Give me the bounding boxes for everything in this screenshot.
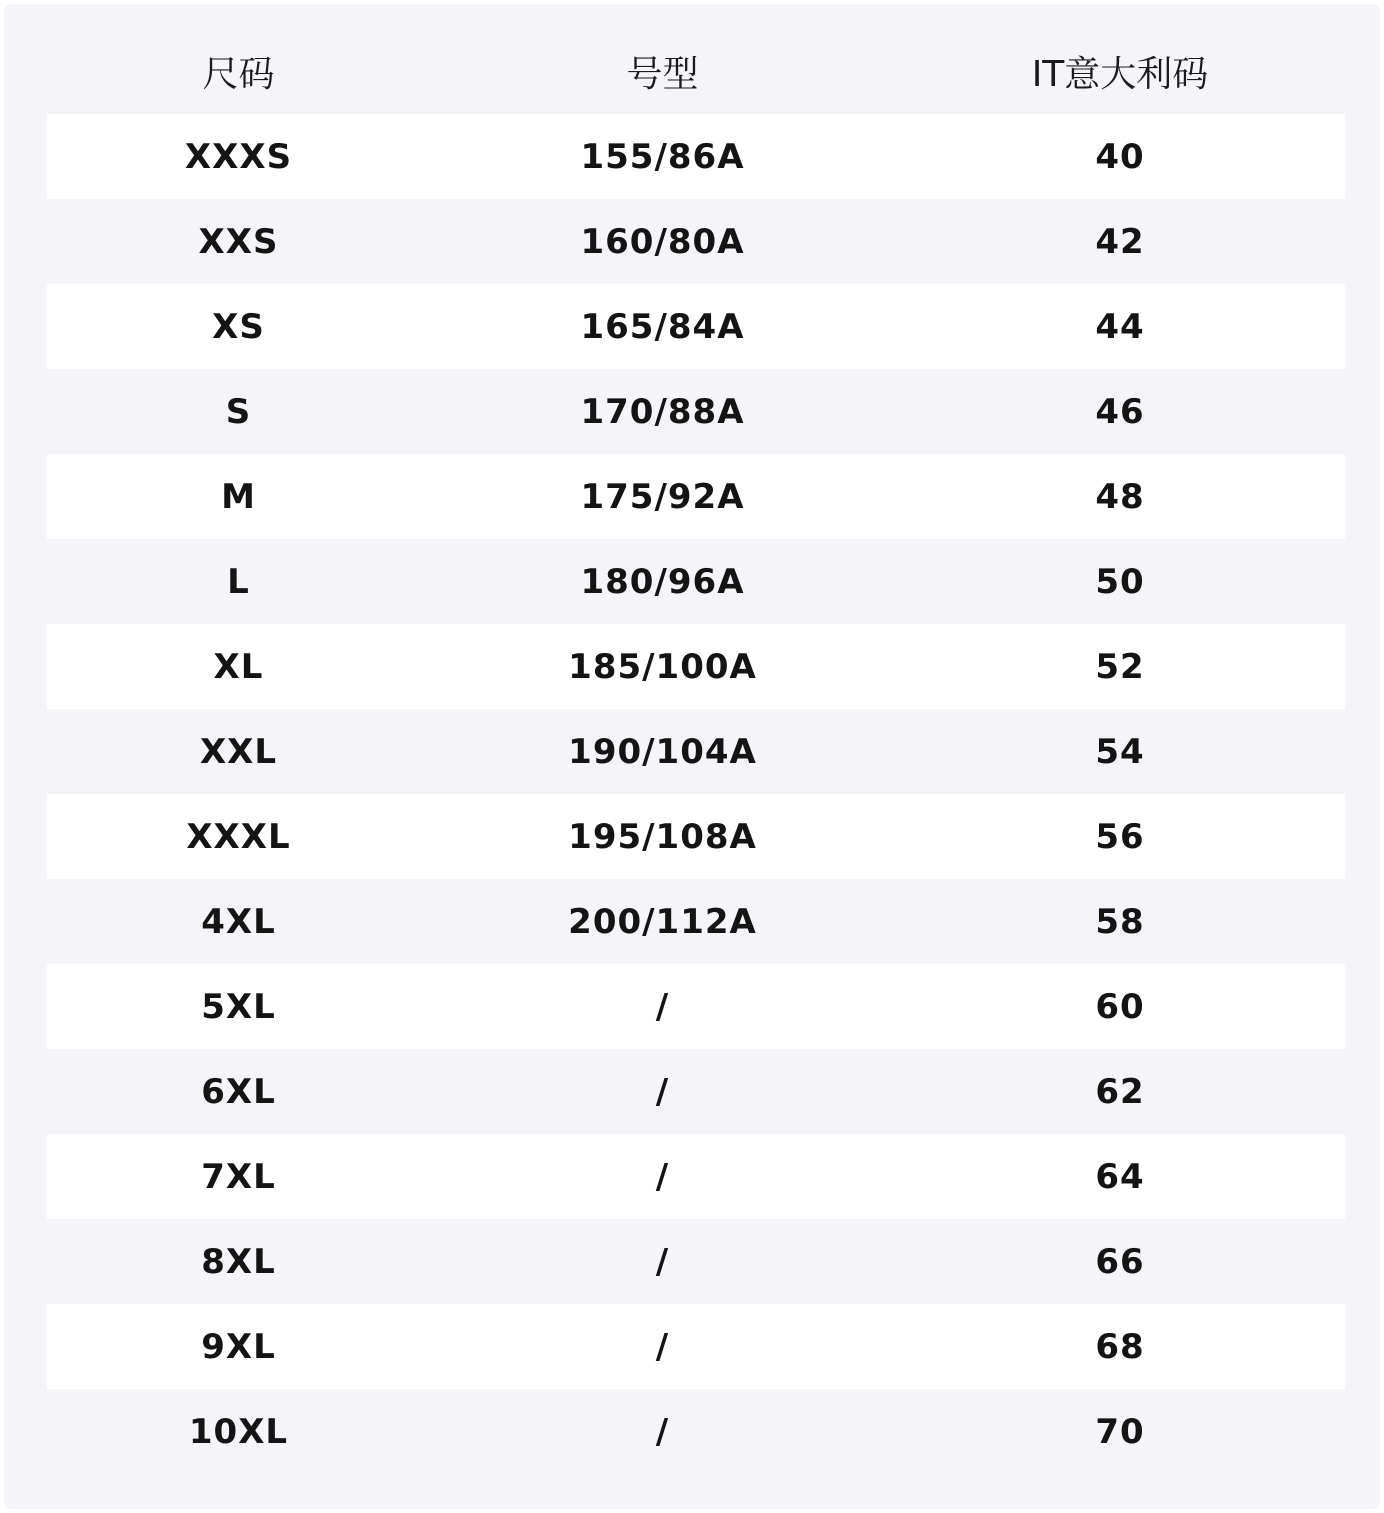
header-size: 尺码 <box>202 54 275 95</box>
cell-size: 7XL <box>201 1156 276 1197</box>
cell-size: 6XL <box>201 1071 276 1112</box>
cell-it-size: 52 <box>1095 646 1145 687</box>
cell-it-size: 46 <box>1095 391 1145 432</box>
cell-model: / <box>655 986 670 1027</box>
table-row <box>47 964 1345 1049</box>
cell-model: 160/80A <box>580 221 745 262</box>
cell-size: XXL <box>199 731 278 772</box>
table-row <box>47 1304 1345 1389</box>
cell-it-size: 64 <box>1095 1156 1145 1197</box>
cell-size: L <box>227 561 250 602</box>
table-row <box>47 369 1345 454</box>
cell-model: / <box>655 1241 670 1282</box>
cell-model: 155/86A <box>580 136 745 177</box>
cell-it-size: 68 <box>1095 1326 1145 1367</box>
cell-size: XXXL <box>186 816 291 857</box>
cell-size: M <box>221 476 256 517</box>
cell-it-size: 40 <box>1095 136 1145 177</box>
table-row <box>47 114 1345 199</box>
cell-size: 10XL <box>188 1411 289 1452</box>
table-row <box>47 1134 1345 1219</box>
header-it-size: IT意大利码 <box>1031 54 1209 95</box>
cell-it-size: 58 <box>1095 901 1145 942</box>
cell-size: XS <box>212 306 265 347</box>
cell-it-size: 48 <box>1095 476 1145 517</box>
table-row <box>47 709 1345 794</box>
cell-size: XL <box>213 646 264 687</box>
cell-size: 5XL <box>201 986 276 1027</box>
table-row <box>47 1219 1345 1304</box>
cell-model: / <box>655 1326 670 1367</box>
table-row <box>47 1389 1345 1474</box>
table-row <box>47 794 1345 879</box>
cell-model: / <box>655 1071 670 1112</box>
cell-model: 195/108A <box>568 816 757 857</box>
header-model: 号型 <box>626 54 699 95</box>
cell-model: 165/84A <box>580 306 745 347</box>
size-table <box>47 29 1345 1474</box>
cell-it-size: 42 <box>1095 221 1145 262</box>
table-row <box>47 539 1345 624</box>
cell-size: XXXS <box>184 136 293 177</box>
cell-size: S <box>225 391 252 432</box>
table-row <box>47 1049 1345 1134</box>
cell-model: 170/88A <box>580 391 745 432</box>
cell-size: 8XL <box>201 1241 276 1282</box>
cell-model: 185/100A <box>568 646 757 687</box>
table-row <box>47 879 1345 964</box>
cell-size: 4XL <box>201 901 276 942</box>
cell-model: / <box>655 1156 670 1197</box>
cell-it-size: 50 <box>1095 561 1145 602</box>
cell-model: 180/96A <box>580 561 745 602</box>
cell-size: 9XL <box>201 1326 276 1367</box>
cell-model: / <box>655 1411 670 1452</box>
table-row <box>47 284 1345 369</box>
cell-model: 200/112A <box>568 901 757 942</box>
cell-it-size: 70 <box>1095 1411 1145 1452</box>
cell-it-size: 54 <box>1095 731 1145 772</box>
cell-it-size: 56 <box>1095 816 1145 857</box>
cell-it-size: 62 <box>1095 1071 1145 1112</box>
cell-model: 190/104A <box>568 731 757 772</box>
cell-it-size: 60 <box>1095 986 1145 1027</box>
table-row <box>47 199 1345 284</box>
table-header-row <box>47 29 1345 114</box>
cell-it-size: 44 <box>1095 306 1145 347</box>
table-row <box>47 624 1345 709</box>
cell-size: XXS <box>198 221 279 262</box>
cell-model: 175/92A <box>580 476 745 517</box>
table-row <box>47 454 1345 539</box>
size-chart-card <box>4 4 1380 1509</box>
cell-it-size: 66 <box>1095 1241 1145 1282</box>
